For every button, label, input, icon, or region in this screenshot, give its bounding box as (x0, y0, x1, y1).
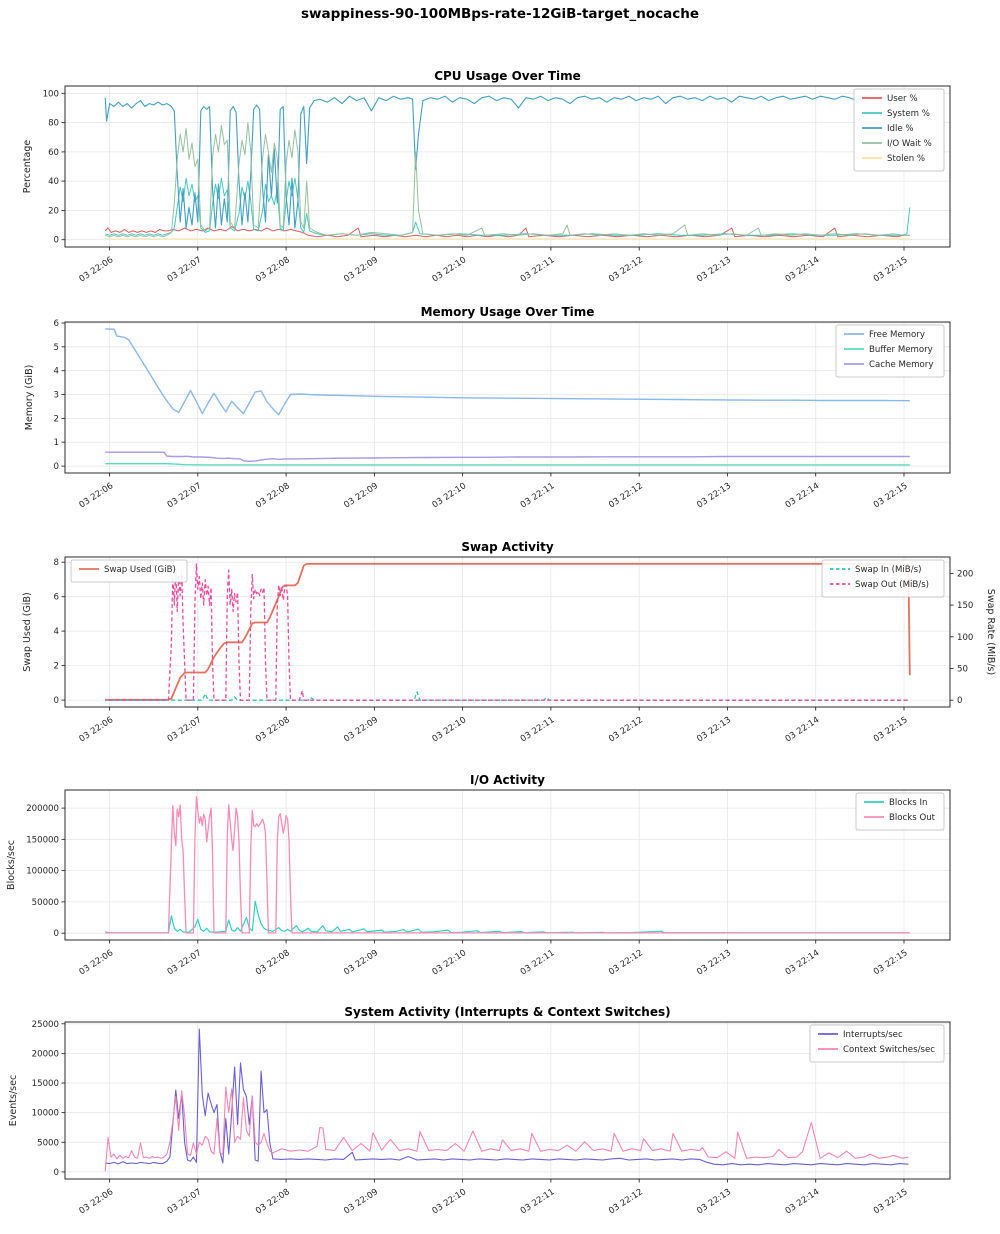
y-tick-label: 100000 (26, 866, 59, 877)
x-tick-label: 03 22:12 (607, 948, 645, 978)
x-tick-label: 03 22:07 (165, 1187, 204, 1217)
y-tick-label-right: 0 (957, 696, 963, 707)
x-tick-label: 03 22:14 (783, 1187, 822, 1217)
y-tick-label: 0 (53, 929, 59, 940)
figure-title: swappiness-90-100MBps-rate-12GiB-target_nocache (301, 6, 699, 22)
legend-label-interrupts: Interrupts/sec (843, 1030, 903, 1040)
x-tick-label: 03 22:15 (871, 715, 910, 745)
x-tick-label: 03 22:09 (342, 715, 381, 745)
legend-label-swap-out: Swap Out (MiB/s) (855, 580, 930, 590)
x-tick-label: 03 22:06 (77, 1187, 116, 1217)
x-tick-label: 03 22:10 (430, 481, 469, 511)
y-tick-label: 80 (48, 118, 59, 129)
y-tick-label: 4 (53, 627, 59, 638)
x-tick-label: 03 22:15 (871, 948, 910, 978)
x-tick-label: 03 22:11 (518, 1187, 557, 1217)
y-tick-label: 20000 (31, 1049, 59, 1060)
legend-label-system-pct: System % (887, 109, 930, 119)
x-tick-label: 03 22:12 (607, 715, 645, 745)
series-system-pct (105, 178, 910, 235)
y-tick-label: 3 (53, 390, 59, 401)
y-tick-label: 100 (42, 89, 59, 100)
y-tick-label: 15000 (31, 1079, 59, 1089)
chart-title: CPU Usage Over Time (434, 69, 581, 83)
x-tick-label: 03 22:14 (783, 948, 822, 978)
x-tick-label: 03 22:11 (518, 715, 557, 745)
x-tick-label: 03 22:13 (695, 715, 734, 745)
legend-label-buffer-memory: Buffer Memory (869, 345, 933, 355)
y-tick-label: 40 (48, 177, 59, 188)
x-tick-label: 03 22:06 (77, 715, 116, 745)
y-axis-label: Memory (GiB) (24, 364, 35, 431)
x-tick-label: 03 22:14 (783, 255, 822, 285)
x-tick-label: 03 22:13 (695, 1187, 734, 1217)
x-tick-label: 03 22:11 (518, 948, 557, 978)
x-tick-label: 03 22:15 (871, 481, 910, 511)
y-tick-label: 2 (53, 414, 59, 425)
chart-cpu-usage (22, 69, 950, 284)
x-tick-label: 03 22:09 (342, 255, 381, 285)
y-tick-label: 0 (53, 696, 59, 707)
chart-system-activity (8, 1005, 950, 1216)
series-free-memory (105, 329, 910, 415)
series-buffer-memory (105, 464, 910, 465)
x-tick-label: 03 22:07 (165, 715, 204, 745)
y-tick-label-right: 50 (957, 664, 968, 675)
y-tick-label: 0 (53, 462, 59, 473)
x-tick-label: 03 22:14 (783, 481, 822, 511)
y-tick-label: 1 (53, 438, 59, 449)
y-tick-label-right: 100 (957, 632, 974, 643)
legend-label-swap-used: Swap Used (GiB) (104, 565, 176, 575)
x-tick-label: 03 22:07 (165, 948, 204, 978)
legend-label-blocks-out: Blocks Out (889, 813, 936, 823)
x-tick-label: 03 22:15 (871, 255, 910, 285)
y-axis-label: Swap Used (GiB) (22, 592, 33, 672)
y-axis-label: Blocks/sec (6, 840, 17, 890)
x-tick-label: 03 22:08 (254, 715, 292, 745)
legend-label-context-switches: Context Switches/sec (843, 1045, 935, 1055)
chart-io-activity (6, 773, 950, 977)
y-tick-label: 5000 (37, 1138, 59, 1149)
chart-title: System Activity (Interrupts & Context Switches) (344, 1005, 671, 1019)
x-tick-label: 03 22:06 (77, 481, 116, 511)
x-tick-label: 03 22:08 (254, 255, 292, 285)
y-tick-label: 200000 (26, 804, 59, 815)
series-swap-used (105, 564, 910, 700)
legend-label-idle-pct: Idle % (887, 124, 914, 134)
y-axis-label: Events/sec (8, 1074, 19, 1127)
x-tick-label: 03 22:06 (77, 255, 116, 285)
y-tick-label: 4 (53, 366, 59, 377)
x-tick-label: 03 22:08 (254, 948, 292, 978)
x-tick-label: 03 22:09 (342, 1187, 381, 1217)
x-tick-label: 03 22:09 (342, 948, 381, 978)
legend-label-blocks-in: Blocks In (889, 798, 928, 808)
y-tick-label: 0 (53, 235, 59, 246)
chart-memory-usage (24, 305, 950, 510)
x-tick-label: 03 22:13 (695, 481, 734, 511)
x-tick-label: 03 22:14 (783, 715, 822, 745)
series-idle-pct (105, 96, 908, 228)
chart-title: Memory Usage Over Time (420, 305, 595, 319)
y-tick-label: 6 (53, 592, 59, 603)
x-tick-label: 03 22:07 (165, 481, 204, 511)
y-tick-label: 0 (53, 1167, 59, 1178)
legend-label-iowait-pct: I/O Wait % (887, 139, 932, 149)
x-tick-label: 03 22:10 (430, 715, 469, 745)
y-axis-label: Percentage (22, 139, 33, 194)
x-tick-label: 03 22:10 (430, 255, 469, 285)
x-tick-label: 03 22:10 (430, 948, 469, 978)
y-tick-label: 50000 (31, 897, 59, 908)
x-tick-label: 03 22:12 (607, 255, 645, 285)
x-tick-label: 03 22:07 (165, 255, 204, 285)
series-blocks-out (105, 797, 910, 933)
y-tick-label: 150000 (26, 835, 59, 846)
legend-label-stolen-pct: Stolen % (887, 154, 926, 164)
y-tick-label: 6 (53, 319, 59, 329)
y-axis-label-right: Swap Rate (MiB/s) (985, 588, 996, 676)
x-tick-label: 03 22:11 (518, 481, 557, 511)
x-tick-label: 03 22:06 (77, 948, 116, 978)
legend-label-swap-in: Swap In (MiB/s) (855, 565, 922, 575)
y-tick-label-right: 150 (957, 601, 974, 612)
y-tick-label: 60 (48, 147, 59, 158)
x-tick-label: 03 22:13 (695, 948, 734, 978)
x-tick-label: 03 22:11 (518, 255, 557, 285)
legend-label-cache-memory: Cache Memory (869, 360, 934, 370)
chart-swap-activity (22, 540, 996, 744)
y-tick-label: 25000 (31, 1019, 59, 1030)
x-tick-label: 03 22:08 (254, 481, 292, 511)
x-tick-label: 03 22:12 (607, 1187, 645, 1217)
x-tick-label: 03 22:08 (254, 1187, 292, 1217)
x-tick-label: 03 22:13 (695, 255, 734, 285)
series-cache-memory (105, 452, 910, 461)
series-iowait-pct (105, 123, 910, 237)
y-tick-label: 8 (53, 558, 59, 569)
x-tick-label: 03 22:09 (342, 481, 381, 511)
chart-title: I/O Activity (470, 773, 545, 787)
x-tick-label: 03 22:12 (607, 481, 645, 511)
y-tick-label: 10000 (31, 1108, 59, 1119)
x-tick-label: 03 22:10 (430, 1187, 469, 1217)
y-tick-label-right: 200 (957, 569, 974, 580)
y-tick-label: 5 (53, 342, 59, 353)
x-tick-label: 03 22:15 (871, 1187, 910, 1217)
legend-label-user-pct: User % (887, 94, 918, 104)
series-swap-out (105, 564, 910, 700)
chart-title: Swap Activity (461, 540, 554, 554)
y-tick-label: 2 (53, 661, 59, 672)
y-tick-label: 20 (48, 206, 59, 217)
legend-label-free-memory: Free Memory (869, 330, 925, 340)
